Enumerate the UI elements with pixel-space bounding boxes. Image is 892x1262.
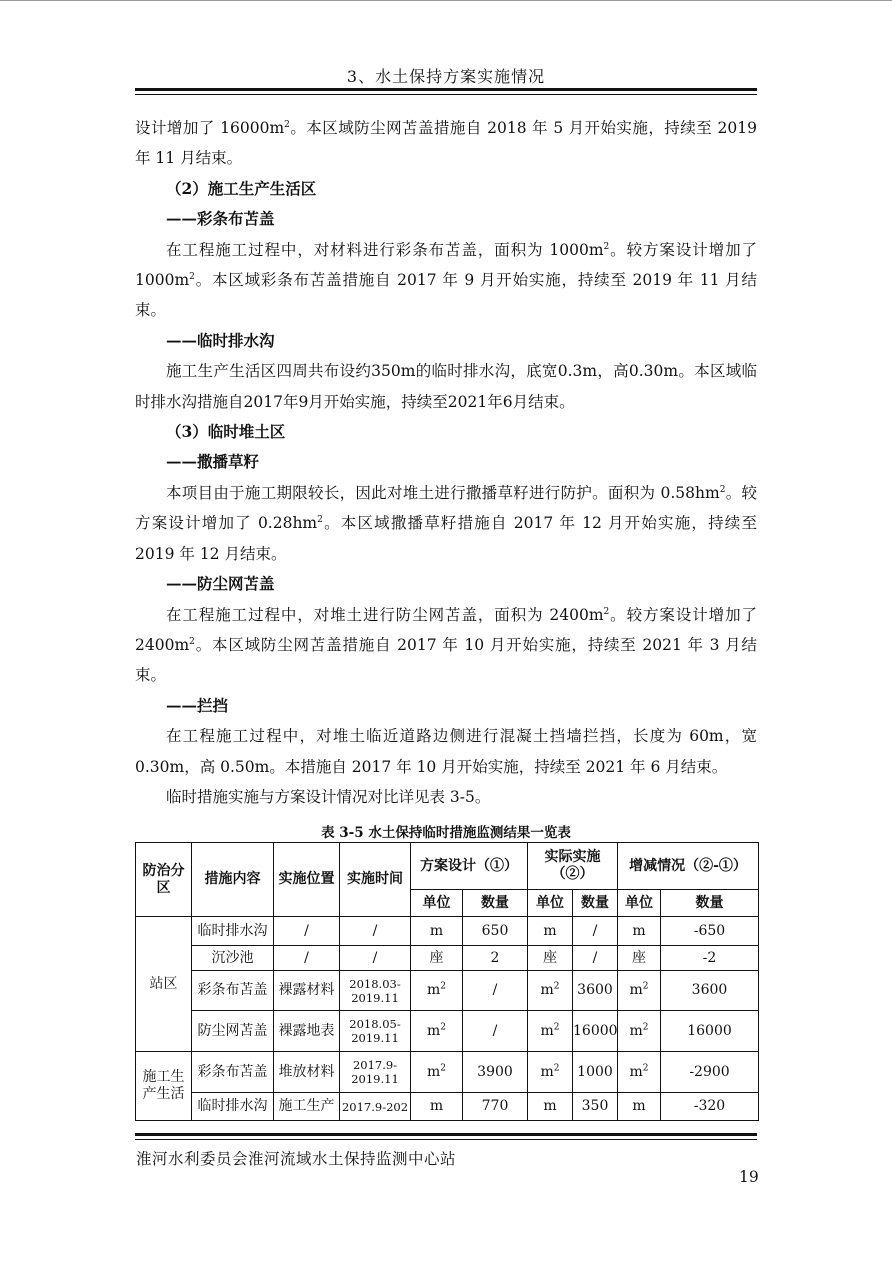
header-plan: 方案设计（①） bbox=[411, 843, 528, 890]
paragraph: 在工程施工过程中，对堆土进行防尘网苫盖，面积为 $2400m^2$。较方案设计增加了 $2400m^2$。本区域防尘网苫盖措施自 2017 年 10 月开始实施，持续至 2021 年 3 月结束。 bbox=[135, 605, 757, 685]
cell-time: 2018.03-2019.11 bbox=[340, 971, 411, 1011]
table-caption: 表 3-5 水土保持临时措施监测结果一览表 bbox=[321, 825, 571, 841]
cell-plan-unit: $m^2$ bbox=[411, 1052, 463, 1093]
paragraph: 在工程施工过程中，对材料进行彩条布苫盖，面积为 $1000m^2$。较方案设计增加了 $1000m^2$。本区域彩条布苫盖措施自 2017 年 9 月开始实施，持续至 2019 年 11 月结束。 bbox=[135, 240, 757, 320]
header-rule-thick bbox=[135, 88, 757, 91]
header-measure: 措施内容 bbox=[192, 843, 274, 917]
paragraph: 临时措施实施与方案设计情况对比详见表 3-5。 bbox=[166, 787, 491, 806]
cell-actual-unit: $m^2$ bbox=[528, 1011, 573, 1052]
cell-location: / bbox=[274, 946, 340, 971]
page-number: 19 bbox=[739, 1168, 759, 1186]
footer-rule-thick bbox=[135, 1133, 757, 1136]
paragraph-continuation: 设计增加了 $16000m^2$。本区域防尘网苫盖措施自 2018 年 5 月开始实施，持续至 2019 年 11 月结束。 bbox=[135, 119, 757, 168]
cell-diff-unit: $m^2$ bbox=[618, 971, 661, 1011]
cell-measure: 防尘网苫盖 bbox=[192, 1011, 274, 1052]
cell-actual-qty: / bbox=[573, 946, 618, 971]
header-diff: 增减情况（②-①） bbox=[618, 843, 759, 890]
header-unit: 单位 bbox=[618, 890, 661, 917]
table-row bbox=[136, 971, 759, 1011]
cell-time: 2017.9-2019.11 bbox=[340, 1052, 411, 1093]
cell-diff-qty: -2900 bbox=[661, 1052, 759, 1093]
cell-diff-unit: $m^2$ bbox=[618, 1052, 661, 1093]
paragraph: 在工程施工过程中，对堆土临近道路边侧进行混凝土挡墙拦挡，长度为 60m，宽 0.30m，高 0.50m。本措施自 2017 年 10 月开始实施，持续至 2021 年 6 月结束。 bbox=[135, 727, 757, 776]
cell-plan-unit: 座 bbox=[411, 946, 463, 971]
header-rule-thin bbox=[135, 94, 757, 95]
header-qty: 数量 bbox=[463, 890, 528, 917]
table-row bbox=[136, 1011, 759, 1052]
header-actual: 实际实施（②） bbox=[528, 843, 618, 890]
cell-actual-qty: 3600 bbox=[573, 971, 618, 1011]
cell-plan-unit: $m^2$ bbox=[411, 1011, 463, 1052]
table-row bbox=[136, 1093, 759, 1121]
cell-location: 裸露材料 bbox=[274, 971, 340, 1011]
footer-organization: 淮河水利委员会淮河流域水土保持监测中心站 bbox=[136, 1150, 457, 1168]
subsection-heading: ——拦挡 bbox=[166, 695, 229, 715]
cell-time: 2018.05-2019.11 bbox=[340, 1011, 411, 1052]
zone-cell-station: 站区 bbox=[136, 917, 192, 1052]
header-qty: 数量 bbox=[573, 890, 618, 917]
cell-measure: 沉沙池 bbox=[192, 946, 274, 971]
body-text bbox=[135, 113, 757, 812]
cell-actual-unit: $m^2$ bbox=[528, 1052, 573, 1093]
cell-diff-unit: m bbox=[618, 917, 661, 946]
cell-diff-qty: 3600 bbox=[661, 971, 759, 1011]
cell-measure: 彩条布苫盖 bbox=[192, 971, 274, 1011]
cell-actual-unit: m bbox=[528, 917, 573, 946]
running-header: 3、水土保持方案实施情况 bbox=[346, 67, 546, 86]
cell-plan-qty: / bbox=[463, 1011, 528, 1052]
cell-plan-qty: 650 bbox=[463, 917, 528, 946]
header-qty: 数量 bbox=[661, 890, 759, 917]
table-row bbox=[136, 946, 759, 971]
cell-actual-unit: 座 bbox=[528, 946, 573, 971]
cell-actual-unit: $m^2$ bbox=[528, 971, 573, 1011]
zone-cell-construction: 施工生产生活 bbox=[136, 1052, 192, 1121]
paragraph: 本项目由于施工期限较长，因此对堆土进行撒播草籽进行防护。面积为 $0.58hm^2$。较方案设计增加了 $0.28hm^2$。本区域撒播草籽措施自 2017 年 12 月开始实施，持续至 2019 年 12 月结束。 bbox=[135, 483, 757, 563]
cell-plan-qty: 770 bbox=[463, 1093, 528, 1121]
header-time: 实施时间 bbox=[340, 843, 411, 917]
cell-diff-unit: 座 bbox=[618, 946, 661, 971]
cell-plan-qty: / bbox=[463, 971, 528, 1011]
cell-actual-qty: 1000 bbox=[573, 1052, 618, 1093]
cell-plan-unit: m bbox=[411, 1093, 463, 1121]
header-zone: 防治分区 bbox=[136, 843, 192, 917]
section-heading: （3）临时堆土区 bbox=[166, 422, 286, 442]
table-row bbox=[136, 1052, 759, 1093]
cell-plan-unit: $m^2$ bbox=[411, 971, 463, 1011]
header-unit: 单位 bbox=[411, 890, 463, 917]
cell-diff-unit: m bbox=[618, 1093, 661, 1121]
cell-actual-qty: 350 bbox=[573, 1093, 618, 1121]
footer-rule-thin bbox=[135, 1139, 757, 1140]
cell-diff-unit: $m^2$ bbox=[618, 1011, 661, 1052]
cell-measure: 临时排水沟 bbox=[192, 917, 274, 946]
measures-table bbox=[135, 842, 759, 1121]
cell-plan-unit: m bbox=[411, 917, 463, 946]
header-unit: 单位 bbox=[528, 890, 573, 917]
cell-time: / bbox=[340, 917, 411, 946]
cell-measure: 临时排水沟 bbox=[192, 1093, 274, 1121]
cell-location: 堆放材料 bbox=[274, 1052, 340, 1093]
cell-location: / bbox=[274, 917, 340, 946]
cell-diff-qty: -320 bbox=[661, 1093, 759, 1121]
subsection-heading: ——彩条布苫盖 bbox=[166, 209, 275, 229]
cell-actual-unit: m bbox=[528, 1093, 573, 1121]
subsection-heading: ——撒播草籽 bbox=[166, 452, 260, 472]
cell-plan-qty: 3900 bbox=[463, 1052, 528, 1093]
cell-diff-qty: -650 bbox=[661, 917, 759, 946]
cell-plan-qty: 2 bbox=[463, 946, 528, 971]
cell-actual-qty: / bbox=[573, 917, 618, 946]
subsection-heading: ——防尘网苫盖 bbox=[166, 574, 275, 594]
cell-time: 2017.9-202 bbox=[340, 1093, 411, 1121]
header-location: 实施位置 bbox=[274, 843, 340, 917]
cell-diff-qty: -2 bbox=[661, 946, 759, 971]
cell-location: 施工生产 bbox=[274, 1093, 340, 1121]
section-heading: （2）施工生产生活区 bbox=[166, 178, 317, 198]
cell-measure: 彩条布苫盖 bbox=[192, 1052, 274, 1093]
cell-time: / bbox=[340, 946, 411, 971]
page-top-border bbox=[0, 0, 892, 1]
cell-actual-qty: 16000 bbox=[573, 1011, 618, 1052]
paragraph: 施工生产生活区四周共布设约350m的临时排水沟，底宽0.3m，高0.30m。本区域临时排水沟措施自2017年9月开始实施，持续至2021年6月结束。 bbox=[135, 362, 757, 411]
cell-location: 裸露地表 bbox=[274, 1011, 340, 1052]
table-row bbox=[136, 917, 759, 946]
subsection-heading: ——临时排水沟 bbox=[166, 330, 275, 350]
cell-diff-qty: 16000 bbox=[661, 1011, 759, 1052]
